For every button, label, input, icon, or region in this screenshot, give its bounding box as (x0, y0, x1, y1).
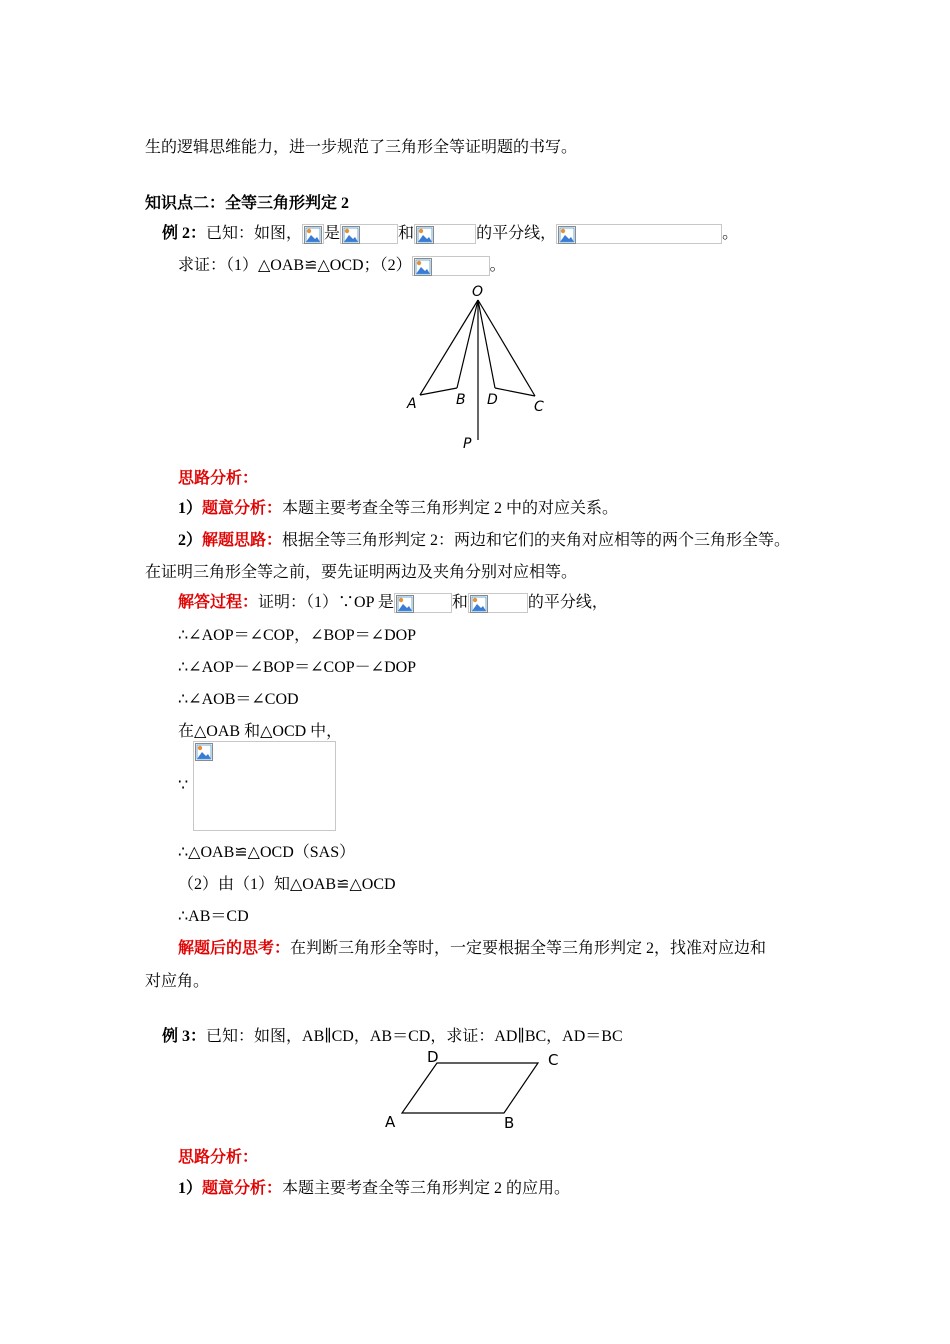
ex2-solution-start (178, 593, 608, 613)
image-placeholder-icon (412, 256, 490, 276)
ex2-figure (395, 280, 565, 455)
ex2-step-3: ∴∠AOB＝∠COD (178, 691, 299, 708)
ex2-step-1: ∴∠AOP＝∠COP，∠BOP＝∠DOP (178, 627, 417, 644)
label-C: C (548, 1051, 559, 1069)
ex3-a1-label: 题意分析： (202, 1180, 283, 1197)
parallelogram (402, 1063, 538, 1113)
ex2-reflect-label: 解题后的思考： (178, 940, 291, 957)
ex3-analysis-1 (178, 1179, 570, 1199)
ex2-reflection-cont: 对应角。 (145, 973, 210, 990)
ex2-sol-text-c: 的平分线， (527, 594, 608, 611)
ex2-step-4: 在△OAB 和△OCD 中， (178, 723, 343, 740)
ex2-reflection (178, 939, 766, 959)
ex2-statement (162, 224, 738, 244)
image-placeholder-icon (394, 593, 452, 613)
ex2-a2-text: 根据全等三角形判定 2：两边和它们的夹角对应相等的两个三角形全等。 (282, 532, 791, 549)
ex2-step-7: （2）由（1）知△OAB≌△OCD (178, 876, 396, 893)
label-P: P (463, 436, 472, 452)
ex2-text-1: 已知：如图， (206, 225, 303, 242)
ex2-analysis-2-cont: 在证明三角形全等之前，要先证明两边及夹角分别对应相等。 (145, 564, 578, 581)
ex2-a1-label: 题意分析： (202, 500, 283, 517)
ex2-prove (178, 256, 506, 276)
ex3-text: 已知：如图，AB∥CD，AB＝CD，求证：AD∥BC，AD＝BC (206, 1028, 623, 1045)
ex2-a2-label: 解题思路： (202, 532, 283, 549)
label-B: B (456, 392, 466, 408)
ex2-prove-end: 。 (489, 257, 506, 274)
image-placeholder-icon (340, 224, 398, 244)
ex2-sol-label: 解答过程： (178, 594, 259, 611)
label-D: D (487, 392, 498, 408)
ex2-because: ∵ (178, 777, 189, 794)
ex2-a1-text: 本题主要考查全等三角形判定 2 中的对应关系。 (282, 500, 619, 517)
ex3-figure (380, 1045, 580, 1135)
ex2-sol-text-b: 和 (451, 594, 468, 611)
ex3-a1-text: 本题主要考查全等三角形判定 2 的应用。 (282, 1180, 571, 1197)
ex2-analysis-title: 思路分析： (178, 470, 259, 487)
ex2-a2-num: 2） (178, 532, 203, 549)
ex3-a1-num: 1） (178, 1180, 203, 1197)
ex2-step-6: ∴△OAB≌△OCD（SAS） (178, 844, 356, 861)
ex2-prove-text: 求证：（1）△OAB≌△OCD；（2） (178, 257, 412, 274)
ex2-analysis-1 (178, 499, 618, 519)
ex2-text-3: 和 (398, 225, 415, 242)
ex2-step-8: ∴AB＝CD (178, 908, 249, 925)
ex2-label: 例 2： (162, 225, 207, 242)
ex2-figure-lines (420, 300, 535, 440)
ex3-statement (162, 1027, 623, 1047)
image-placeholder-icon (302, 224, 324, 244)
ex2-analysis-2 (178, 531, 790, 551)
label-A: A (407, 396, 417, 412)
label-C: C (534, 399, 544, 415)
ex2-text-5: 。 (722, 225, 739, 242)
image-placeholder-icon (556, 224, 722, 244)
label-D: D (427, 1048, 439, 1066)
image-placeholder-icon (468, 593, 528, 613)
ex2-sol-text-a: 证明：（1）∵OP 是 (258, 594, 394, 611)
ex2-a1-num: 1） (178, 500, 203, 517)
ex2-text-4: 的平分线， (476, 225, 557, 242)
ex3-analysis-title: 思路分析： (178, 1149, 259, 1166)
ex2-text-2: 是 (324, 225, 341, 242)
ex2-reflect-text: 在判断三角形全等时，一定要根据全等三角形判定 2，找准对应边和 (290, 940, 767, 957)
intro-text: 生的逻辑思维能力，进一步规范了三角形全等证明题的书写。 (145, 139, 578, 156)
label-O: O (472, 284, 484, 300)
label-B: B (504, 1114, 515, 1132)
image-placeholder-icon (193, 741, 336, 831)
section-title: 知识点二：全等三角形判定 2 (145, 195, 350, 212)
label-A: A (385, 1113, 396, 1131)
ex2-step-2: ∴∠AOP－∠BOP＝∠COP－∠DOP (178, 659, 417, 676)
image-placeholder-icon (414, 224, 476, 244)
ex3-label: 例 3： (162, 1028, 207, 1045)
